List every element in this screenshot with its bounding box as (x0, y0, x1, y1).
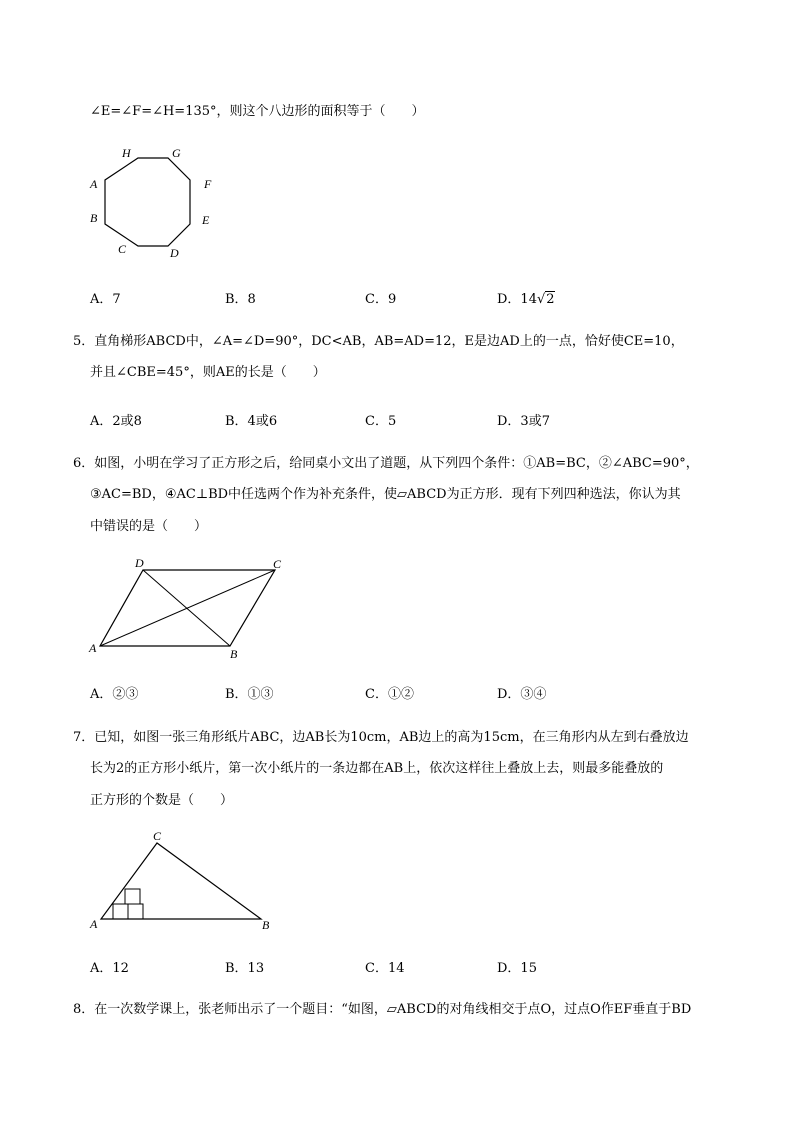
q4-option-a[interactable]: A．7 (90, 292, 121, 307)
octagon-label-d: D (170, 246, 179, 260)
q6-option-b[interactable]: B．①③ (225, 687, 274, 702)
parallelogram-figure (85, 552, 295, 664)
parallelogram-label-c: C (273, 557, 282, 571)
q7-option-d[interactable]: D．15 (497, 961, 537, 976)
triangle-label-c: C (153, 829, 162, 843)
octagon-label-h: H (122, 146, 131, 160)
q6-text-line2: ③AC=BD，④AC⊥BD中任选两个作为补充条件，使▱ABCD为正方形．现有下列四种选法，你认为其 (90, 487, 681, 502)
q5-option-a[interactable]: A．2或8 (90, 414, 142, 429)
parallelogram-label-d: D (135, 556, 144, 570)
octagon-shape (105, 158, 190, 246)
paper-square (113, 904, 128, 919)
triangle-label-b: B (262, 918, 270, 932)
q7-text-line1: 7．已知，如图一张三角形纸片ABC，边AB长为10cm，AB边上的高为15cm，在三角形内从左到右叠放边 (73, 730, 689, 745)
octagon-label-a: A (90, 177, 98, 191)
q5-text-line2: 并且∠CBE=45°，则AE的长是（ ） (90, 365, 326, 380)
triangle-figure (85, 826, 285, 936)
q4-text-tail: ∠E=∠F=∠H=135°，则这个八边形的面积等于（ ） (90, 104, 425, 119)
triangle-shape (101, 843, 261, 919)
octagon-figure (80, 140, 230, 265)
q5-text-line1: 5．直角梯形ABCD中，∠A=∠D=90°，DC<AB，AB=AD=12，E是边AD上的一点，恰好使CE=10， (73, 334, 684, 349)
q7-option-a[interactable]: A．12 (90, 961, 129, 976)
parallelogram-label-a: A (89, 641, 97, 655)
q5-option-b[interactable]: B．4或6 (225, 414, 278, 429)
q4-option-d-prefix: D．14 (497, 292, 537, 307)
q7-text-line2: 长为2的正方形小纸片，第一次小纸片的一条边都在AB上，依次这样往上叠放上去，则最多能叠放的 (90, 761, 664, 776)
q6-option-a[interactable]: A．②③ (90, 687, 139, 702)
diagonal-ac (100, 570, 275, 646)
octagon-label-c: C (118, 242, 127, 256)
q5-option-d[interactable]: D．3或7 (497, 414, 550, 429)
paper-square (128, 904, 143, 919)
q4-option-d-radicand: 2 (546, 292, 555, 307)
parallelogram-label-b: B (230, 647, 238, 661)
triangle-label-a: A (90, 917, 98, 931)
paper-square (125, 889, 140, 904)
q4-option-b[interactable]: B．8 (225, 292, 256, 307)
octagon-label-b: B (90, 211, 98, 225)
octagon-label-e: E (202, 213, 210, 227)
q4-option-d[interactable] (497, 288, 555, 307)
q7-option-c[interactable]: C．14 (365, 961, 405, 976)
q8-text-line1: 8．在一次数学课上，张老师出示了一个题目：“如图，▱ABCD的对角线相交于点O，过点O作EF垂直于BD (73, 1002, 692, 1017)
q6-text-line3: 中错误的是（ ） (90, 519, 208, 534)
q4-option-c[interactable]: C．9 (365, 292, 397, 307)
sqrt-icon: √ (536, 292, 546, 307)
q7-option-b[interactable]: B．13 (225, 961, 265, 976)
diagonal-db (143, 570, 230, 646)
q6-option-d[interactable]: D．③④ (497, 687, 547, 702)
octagon-label-g: G (172, 146, 181, 160)
q6-text-line1: 6．如图，小明在学习了正方形之后，给同桌小文出了道题，从下列四个条件：①AB=BC，②∠ABC=90°， (73, 456, 699, 471)
q7-text-line3: 正方形的个数是（ ） (90, 793, 234, 808)
octagon-label-f: F (204, 177, 212, 191)
q5-option-c[interactable]: C．5 (365, 414, 397, 429)
q6-option-c[interactable]: C．①② (365, 687, 414, 702)
